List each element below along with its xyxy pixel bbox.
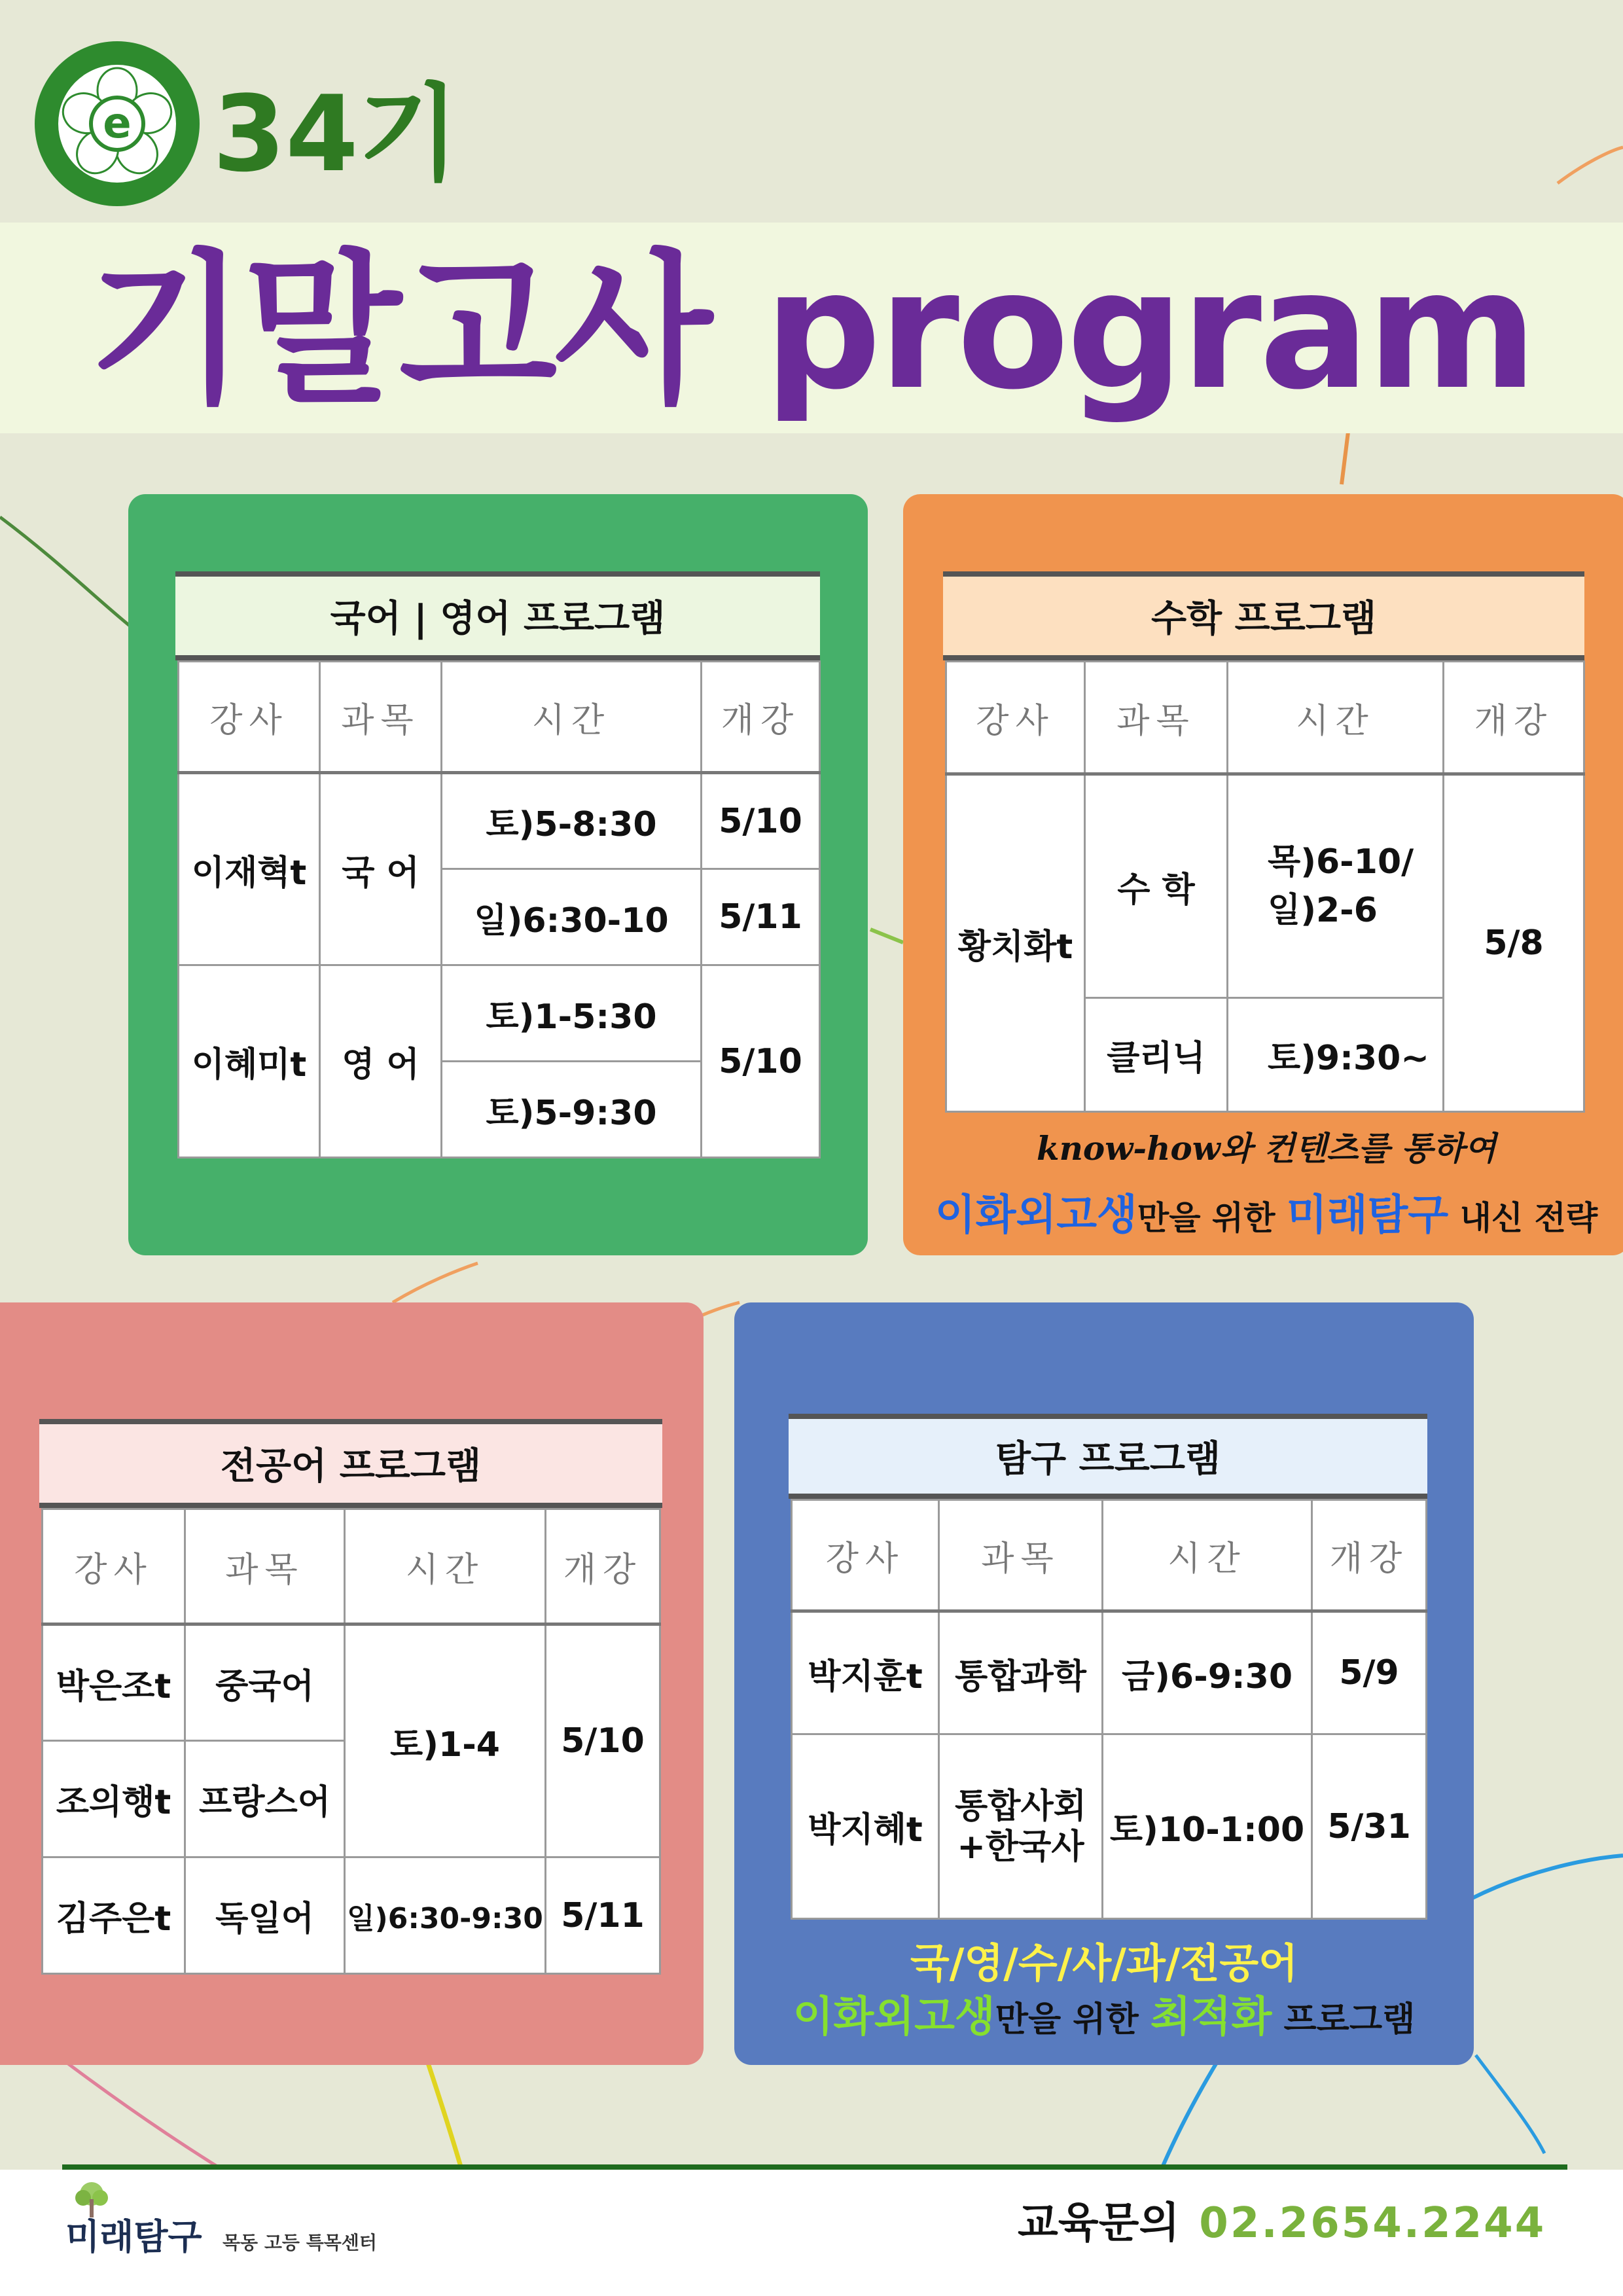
inquiry-slogan-line2: 이화외고생만을 위한 최적화 프로그램 [793,1993,1416,2041]
teacher-cell: 이재혁t [179,773,320,965]
language-title: 전공어 프로그램 [39,1419,662,1508]
time-cell: 금)6-9:30 [1103,1611,1312,1734]
korean-english-title: 국어 | 영어 프로그램 [175,571,820,660]
time-cell: 일)6:30-10 [442,869,702,965]
header-teacher: 강사 [179,662,320,773]
time-cell: 토)9:30~ [1228,998,1444,1112]
contact-label: 교육문의 [1018,2199,1180,2248]
header-time: 시간 [1228,662,1444,774]
teacher-cell: 이혜미t [179,965,320,1158]
svg-text:e: e [103,99,132,148]
teacher-cell: 조의행t [43,1741,185,1857]
subject-cell: 수 학 [1085,774,1228,998]
header-time: 시간 [345,1509,546,1624]
start-cell: 5/31 [1312,1734,1427,1919]
start-cell: 5/10 [702,965,820,1158]
contact-info [1018,2189,1546,2250]
time-cell: 토)1-5:30 [442,965,702,1062]
header-start: 개강 [1312,1500,1427,1611]
time-cell: 토)5-9:30 [442,1062,702,1158]
language-table [41,1508,661,1975]
math-slogan-line1: know-how와 컨텐츠를 통하여 [1036,1129,1497,1168]
time-cell: 목)6-10/ 일)2-6 [1228,774,1444,998]
brand-name: 미래탐구 [65,2216,202,2257]
header-time: 시간 [442,662,702,773]
subject-cell: 클리닉 [1085,998,1228,1112]
footer-divider [62,2164,1567,2170]
math-table [945,660,1585,1113]
subject-cell: 국 어 [320,773,442,965]
header-subject: 과목 [185,1509,345,1624]
subject-cell: 영 어 [320,965,442,1158]
inquiry-slogan-line1: 국/영/수/사/과/전공어 [910,1939,1298,1987]
math-title: 수학 프로그램 [943,571,1584,660]
subject-cell: 독일어 [185,1857,345,1974]
time-cell: 토)10-1:00 [1103,1734,1312,1919]
inquiry-table [791,1499,1427,1920]
start-cell: 5/10 [702,773,820,869]
start-cell: 5/10 [546,1624,660,1857]
inquiry-title: 탐구 프로그램 [789,1414,1427,1499]
header-start: 개강 [1444,662,1584,774]
header-time: 시간 [1103,1500,1312,1611]
teacher-cell: 박지훈t [792,1611,939,1734]
subject-cell: 통합과학 [939,1611,1103,1734]
math-slogan-line2: 이화외고생만을 위한 미래탐구 내신 전략 [935,1191,1598,1240]
teacher-cell: 박지혜t [792,1734,939,1919]
start-cell: 5/8 [1444,774,1584,1112]
header-teacher: 강사 [946,662,1085,774]
header-teacher: 강사 [43,1509,185,1624]
time-cell: 토)5-8:30 [442,773,702,869]
page-title: 기말고사 program [88,235,1535,425]
brand-subtitle: 목동 고등 특목센터 [223,2232,377,2253]
subject-cell: 프랑스어 [185,1741,345,1857]
time-cell: 토)1-4 [345,1624,546,1857]
start-cell: 5/9 [1312,1611,1427,1734]
teacher-cell: 박은조t [43,1624,185,1741]
header-start: 개강 [702,662,820,773]
header-teacher: 강사 [792,1500,939,1611]
start-cell: 5/11 [546,1857,660,1974]
teacher-cell: 김주은t [43,1857,185,1974]
school-logo [33,39,202,208]
korean-english-table [177,660,821,1158]
header-start: 개강 [546,1509,660,1624]
phone-number[interactable]: 02.2654.2244 [1199,2199,1546,2248]
subject-cell: 중국어 [185,1624,345,1741]
teacher-cell: 황치화t [946,774,1085,1112]
start-cell: 5/11 [702,869,820,965]
header-subject: 과목 [1085,662,1228,774]
time-cell: 일)6:30-9:30 [345,1857,546,1974]
header-subject: 과목 [320,662,442,773]
subject-cell: 통합사회 +한국사 [939,1734,1103,1919]
header-subject: 과목 [939,1500,1103,1611]
generation-label: 34기 [213,73,460,195]
